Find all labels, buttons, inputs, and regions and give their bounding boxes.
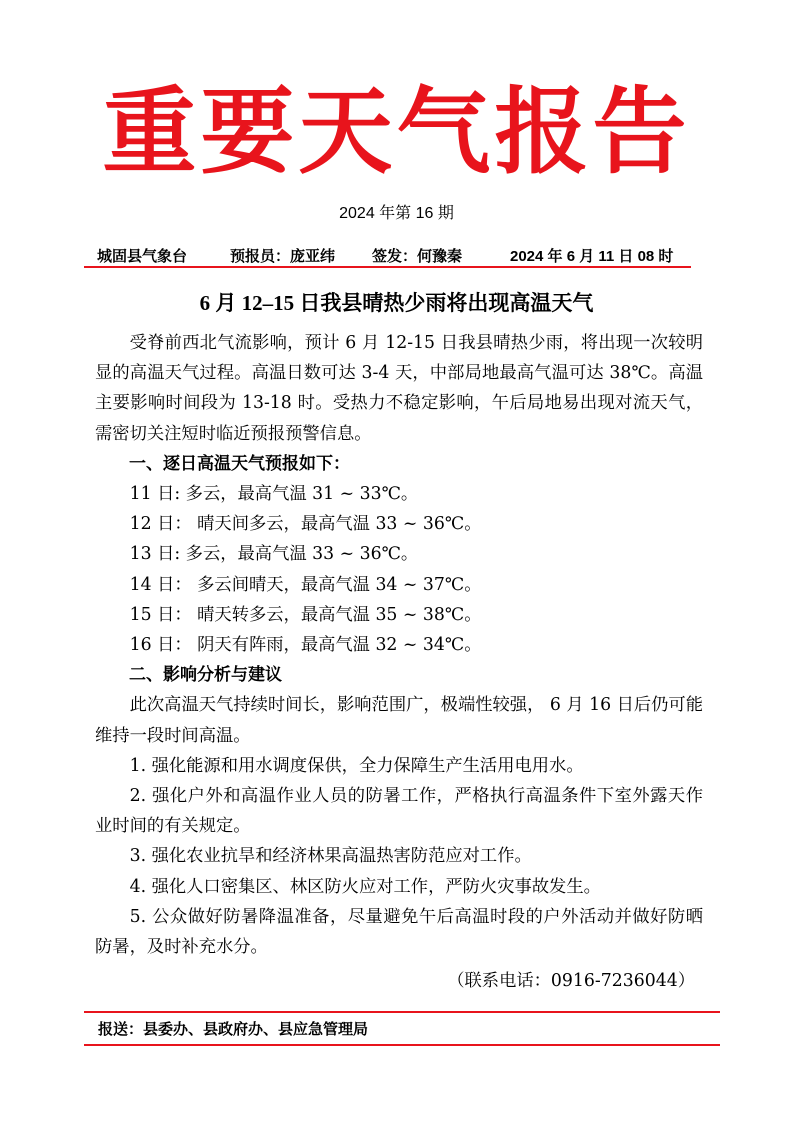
distribution-list: 报送：县委办、县政府办、县应急管理局 — [98, 1021, 369, 1038]
advice-item: 4. 强化人口密集区、林区防火应对工作，严防火灾事故发生。 — [129, 876, 601, 897]
forecast-item: 14 日： 多云间晴天，最高气温 34 ~ 37℃。 — [129, 574, 482, 595]
issuing-org: 城固县气象台 — [97, 248, 188, 265]
forecast-item: 13 日: 多云，最高气温 33 ~ 36℃。 — [129, 544, 419, 565]
issue-datetime: 2024 年 6 月 11 日 08 时 — [510, 248, 674, 265]
forecast-item: 11 日: 多云，最高气温 31 ~ 33℃。 — [129, 484, 419, 505]
footer-divider-top — [84, 1011, 720, 1013]
signer: 签发：何豫秦 — [372, 248, 463, 265]
contact-phone: （联系电话：0916-7236044） — [447, 971, 695, 992]
forecaster: 预报员：庞亚纬 — [230, 248, 336, 265]
header-divider — [84, 266, 691, 268]
forecast-item: 15 日： 晴天转多云，最高气温 35 ~ 38℃。 — [129, 604, 482, 625]
advice-item: 3. 强化农业抗旱和经济林果高温热害防范应对工作。 — [129, 846, 532, 867]
report-body — [95, 328, 703, 996]
advice-item: 5. 公众做好防暑降温准备，尽量避免午后高温时段的户外活动并做好防晒防暑，及时补充水分。 — [95, 906, 703, 958]
advice-item: 1. 强化能源和用水调度保供，全力保障生产生活用电用水。 — [129, 755, 584, 776]
section2-intro: 此次高温天气持续时间长，影响范围广，极端性较强， 6 月 16 日后仍可能维持一段时间高温。 — [95, 695, 703, 746]
report-title: 6 月 12–15 日我县晴热少雨将出现高温天气 — [199, 291, 594, 315]
advice-item: 2. 强化户外和高温作业人员的防暑工作，严格执行高温条件下室外露天作业时间的有关规定。 — [95, 786, 703, 837]
issue-number: 2024 年第 16 期 — [339, 205, 454, 222]
forecast-item: 16 日： 阴天有阵雨，最高气温 32 ~ 34℃。 — [129, 635, 482, 656]
forecast-item: 12 日： 晴天间多云，最高气温 33 ~ 36℃。 — [129, 514, 482, 535]
intro-paragraph: 受脊前西北气流影响，预计 6 月 12-15 日我县晴热少雨，将出现一次较明显的高温天气过程。高温日数可达 3-4 天，中部局地最高气温可达 38℃。高温主要影响时间段为 13-18 时。受热力不稳定影响，午后局地易出现对流天气，需密切关注短时临近预报预警信息。 — [95, 333, 703, 444]
section2-heading: 二、影响分析与建议 — [129, 665, 282, 685]
masthead-title: 重要天气报告 — [102, 78, 691, 187]
section1-heading: 一、逐日高温天气预报如下： — [129, 453, 350, 473]
footer-divider-bottom — [84, 1044, 720, 1046]
